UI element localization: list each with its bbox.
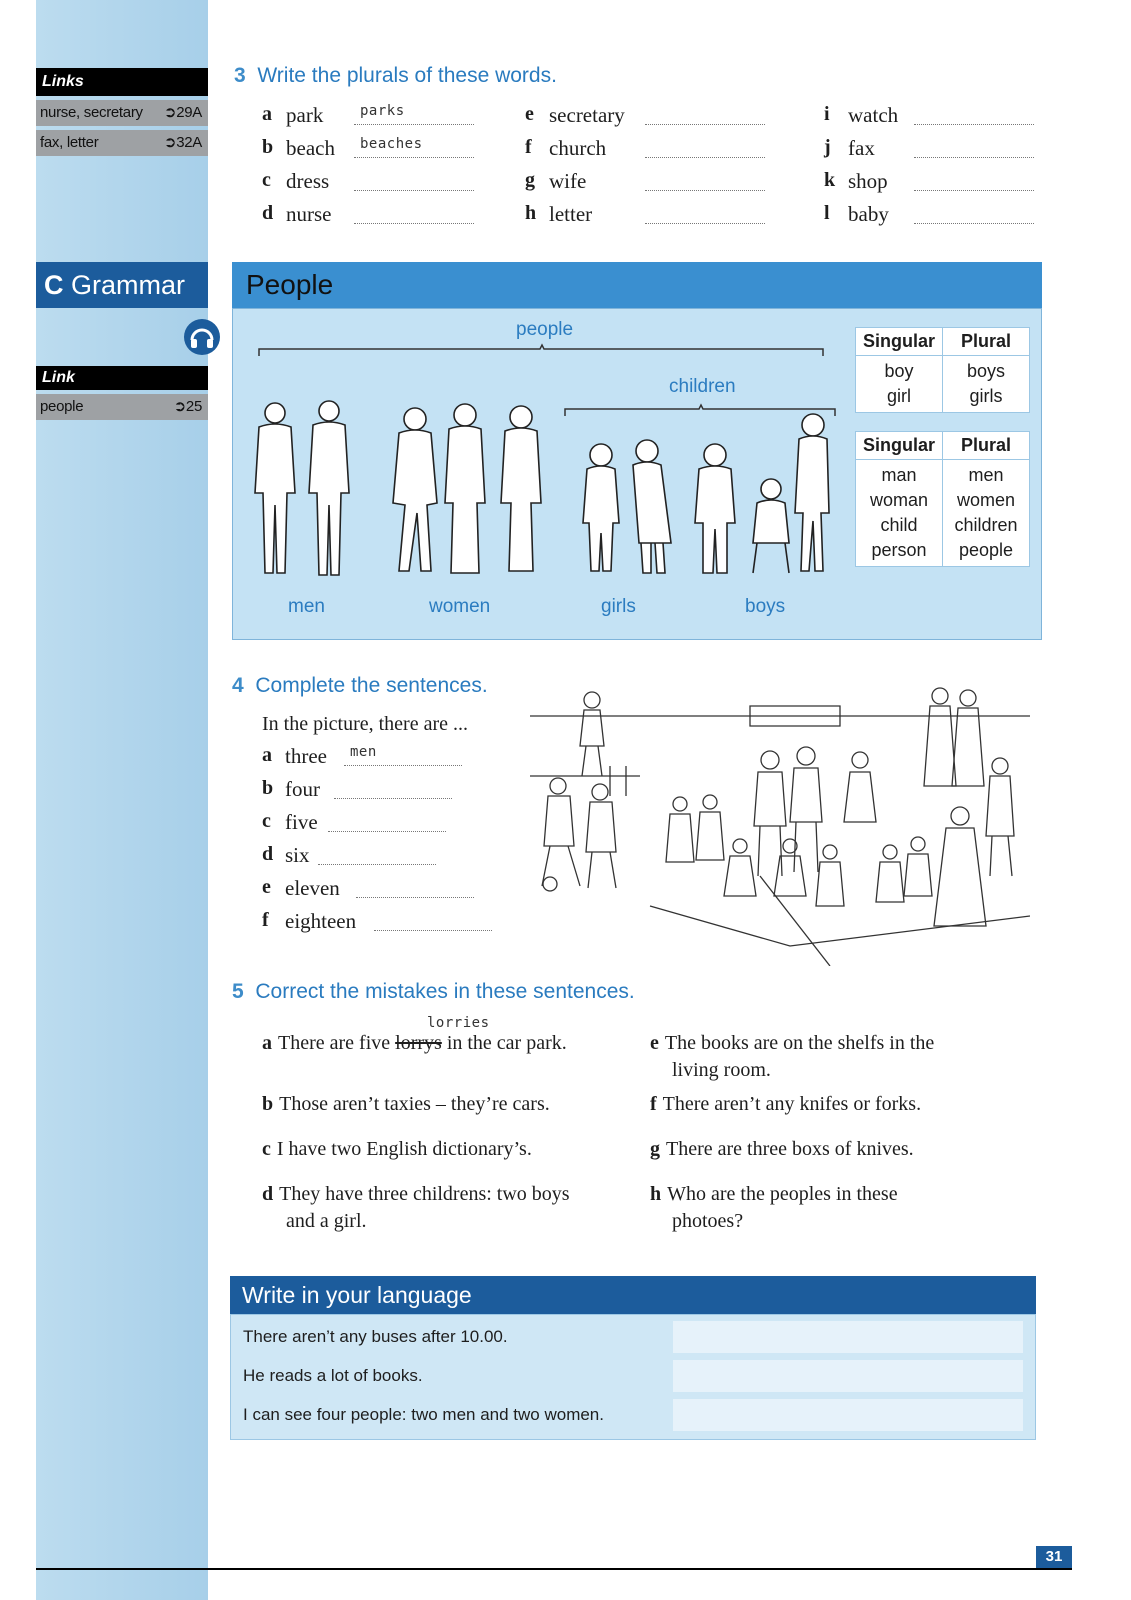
item-letter: g (525, 169, 535, 191)
ex3-item-j (824, 136, 1084, 166)
item-letter: f (525, 136, 532, 158)
links-heading: Links (36, 68, 208, 96)
link-ref: ➲29A (163, 104, 202, 121)
ex4-intro: In the picture, there are ... (262, 713, 469, 735)
ex3-item-b (262, 136, 522, 166)
plural-table-regular (855, 327, 1030, 413)
answer-line[interactable] (914, 223, 1034, 224)
ex3-item-l (824, 202, 1084, 232)
answer-line[interactable] (328, 831, 446, 832)
item-word: secretary (549, 103, 625, 127)
ex4-heading: 4 Complete the sentences. (232, 674, 488, 697)
ex4-item-a (262, 744, 512, 774)
men-label: men (288, 596, 325, 617)
item-word: shop (848, 169, 888, 193)
table-cell: boys girls (943, 356, 1030, 413)
ex3-item-a (262, 103, 522, 133)
girls-label: girls (601, 596, 636, 617)
ex5-item-h: h Who are the peoples in these photoes? (650, 1183, 898, 1232)
answer-line[interactable] (914, 190, 1034, 191)
ex5-item-e: e The books are on the shelfs in the living room. (650, 1032, 935, 1081)
link-ref: ➲32A (163, 134, 202, 151)
park-scene-illustration (530, 676, 1030, 966)
item-word: fax (848, 136, 875, 160)
struck-word: lorrys (395, 1032, 442, 1054)
item-word: four (285, 777, 320, 801)
ex5-item-c: c I have two English dictionary’s. (262, 1138, 532, 1160)
item-word: six (285, 843, 310, 867)
people-label: people (516, 319, 574, 340)
answer-line[interactable] (645, 124, 765, 125)
table-header: Singular (856, 432, 943, 460)
ex3-item-f (525, 136, 785, 166)
ex4-item-b (262, 777, 512, 807)
ex4-item-c (262, 810, 512, 840)
item-letter: c (262, 810, 271, 832)
table-cell: man woman child person (856, 460, 943, 567)
margin-band (36, 0, 208, 1600)
women-label: women (429, 596, 491, 617)
handwritten-answer: beaches (360, 136, 423, 152)
ex3-item-h (525, 202, 785, 232)
item-letter: f (262, 909, 269, 931)
answer-line[interactable] (374, 930, 492, 931)
link-ref: ➲25 (173, 398, 202, 415)
answer-line[interactable] (354, 190, 474, 191)
item-word: five (285, 810, 318, 834)
item-letter: h (525, 202, 537, 224)
item-word: letter (549, 202, 593, 226)
people-panel (232, 308, 1042, 640)
answer-line[interactable] (354, 157, 474, 158)
ex5-item-g: g There are three boxs of knives. (650, 1138, 914, 1160)
handwritten-answer: parks (360, 103, 405, 119)
ex3-item-e (525, 103, 785, 133)
write-in-your-language-panel (230, 1314, 1036, 1440)
grammar-section-label: C Grammar (36, 262, 208, 308)
plural-table-irregular (855, 431, 1030, 567)
handwritten-answer: men (350, 744, 377, 760)
ex3-item-d (262, 202, 522, 232)
answer-line[interactable] (645, 223, 765, 224)
item-letter: c (262, 169, 271, 191)
ex3-heading: 3 Write the plurals of these words. (234, 64, 557, 87)
wiyl-sentence: There aren’t any buses after 10.00. (243, 1327, 508, 1346)
item-letter: a (262, 103, 272, 125)
item-letter: a (262, 744, 272, 766)
ex4-item-d (262, 843, 512, 873)
item-letter: k (824, 169, 836, 191)
item-letter: d (262, 202, 274, 224)
item-word: beach (286, 136, 335, 160)
item-letter: e (525, 103, 534, 125)
answer-line[interactable] (356, 897, 474, 898)
item-word: dress (286, 169, 330, 193)
link-label: people (40, 398, 84, 415)
headphones-icon[interactable] (183, 318, 221, 356)
ex5-item-a: a There are five lorrys in the car park. (262, 1032, 567, 1054)
item-letter: e (262, 876, 271, 898)
item-letter: i (824, 103, 830, 125)
ex3-item-g (525, 169, 785, 199)
item-word: nurse (286, 202, 332, 226)
link-heading: Link (36, 366, 208, 390)
ex5-item-d: d They have three childrens: two boys and a girl. (262, 1183, 570, 1232)
answer-line[interactable] (344, 765, 462, 766)
wiyl-sentence: He reads a lot of books. (243, 1366, 423, 1385)
ex4-item-e (262, 876, 512, 906)
item-word: park (286, 103, 324, 127)
item-letter: l (824, 202, 830, 224)
handwritten-correction: lorries (427, 1015, 490, 1031)
wiyl-answer-field[interactable] (673, 1399, 1023, 1431)
answer-line[interactable] (334, 798, 452, 799)
item-word: baby (848, 202, 889, 226)
ex5-item-b: b Those aren’t taxies – they’re cars. (262, 1093, 550, 1115)
item-letter: d (262, 843, 274, 865)
people-illustration (241, 393, 831, 593)
people-heading: People (232, 262, 1042, 308)
link-label: nurse, secretary (40, 104, 143, 121)
item-letter: b (262, 777, 274, 799)
write-in-your-language-heading: Write in your language (230, 1276, 1036, 1314)
ex3-item-c (262, 169, 522, 199)
table-header: Singular (856, 328, 943, 356)
item-letter: j (824, 136, 831, 158)
wiyl-answer-field[interactable] (673, 1360, 1023, 1392)
item-word: watch (848, 103, 899, 127)
answer-line[interactable] (914, 157, 1034, 158)
ex5-heading: 5 Correct the mistakes in these sentences. (232, 980, 635, 1003)
page-number: 31 (1036, 1546, 1072, 1568)
item-word: three (285, 744, 327, 768)
answer-line[interactable] (354, 124, 474, 125)
item-word: church (549, 136, 607, 160)
ex3-item-k (824, 169, 1084, 199)
item-letter: b (262, 136, 274, 158)
ex4-item-f (262, 909, 512, 939)
answer-line[interactable] (318, 864, 436, 865)
answer-line[interactable] (645, 157, 765, 158)
table-header: Plural (943, 432, 1030, 460)
item-word: wife (549, 169, 587, 193)
ex5-item-f: f There aren’t any knifes or forks. (650, 1093, 922, 1115)
boys-label: boys (745, 596, 786, 617)
table-cell: men women children people (943, 460, 1030, 567)
item-word: eleven (285, 876, 340, 900)
wiyl-sentence: I can see four people: two men and two women. (243, 1405, 604, 1424)
wiyl-answer-field[interactable] (673, 1321, 1023, 1353)
ex3-item-i (824, 103, 1084, 133)
table-header: Plural (943, 328, 1030, 356)
answer-line[interactable] (914, 124, 1034, 125)
bottom-rule (36, 1568, 1072, 1570)
children-label: children (669, 376, 736, 397)
link-item-fax-letter[interactable] (36, 130, 208, 156)
table-cell: boy girl (856, 356, 943, 413)
link-label: fax, letter (40, 134, 99, 151)
people-bracket (257, 343, 827, 357)
link-item-people[interactable] (36, 394, 208, 420)
item-word: eighteen (285, 909, 357, 933)
answer-line[interactable] (645, 190, 765, 191)
answer-line[interactable] (354, 223, 474, 224)
link-item-nurse-secretary[interactable] (36, 100, 208, 126)
